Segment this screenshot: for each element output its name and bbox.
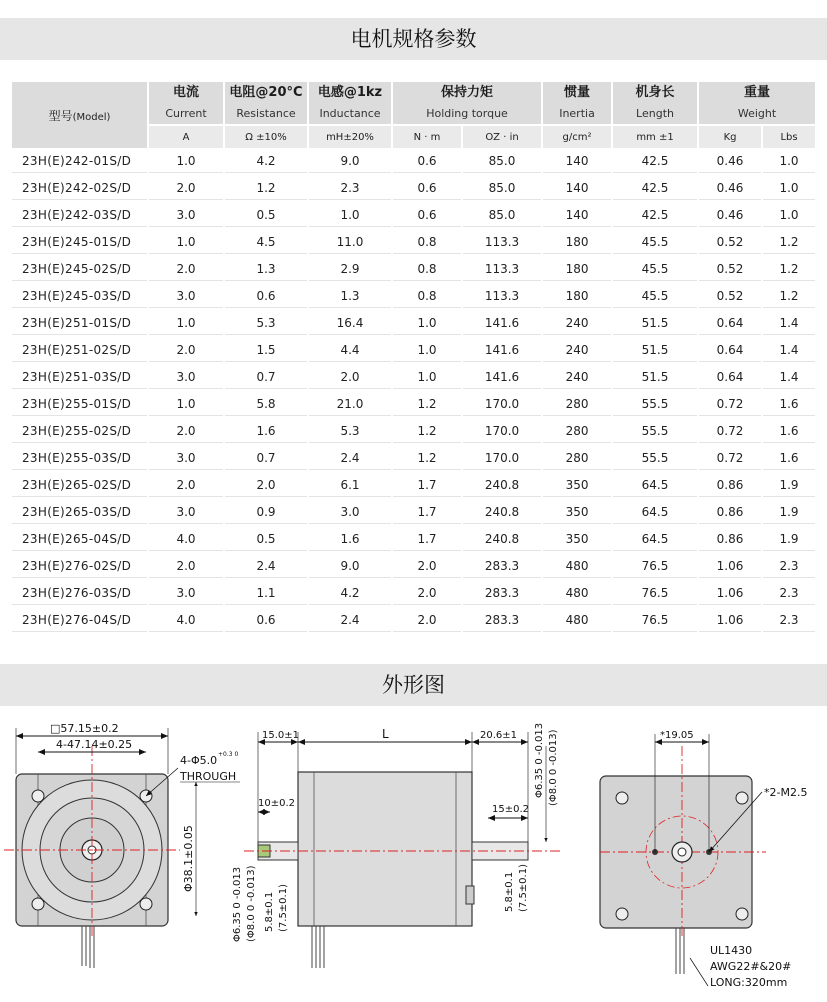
cell-current: 4.0 xyxy=(148,606,224,633)
side-left-shaft-dia-a: Φ6.35 0 -0.013 xyxy=(232,866,243,942)
cell-weight-kg: 1.06 xyxy=(698,579,762,606)
cell-torque-nm: 1.7 xyxy=(392,525,462,552)
cell-weight-kg: 1.06 xyxy=(698,606,762,633)
cell-current: 3.0 xyxy=(148,579,224,606)
cell-current: 1.0 xyxy=(148,390,224,417)
cell-torque-ozin: 170.0 xyxy=(462,390,542,417)
cell-weight-lbs: 2.3 xyxy=(762,579,815,606)
cell-length: 51.5 xyxy=(612,336,698,363)
cell-current: 2.0 xyxy=(148,471,224,498)
table-row xyxy=(12,579,815,606)
cell-torque-ozin: 240.8 xyxy=(462,498,542,525)
cell-resistance: 1.6 xyxy=(224,417,308,444)
cell-inductance: 4.4 xyxy=(308,336,392,363)
header-resistance: 电阻@20°C xyxy=(224,82,308,104)
front-holes-dim: 4-Φ5.0 xyxy=(180,754,218,767)
side-shaft-dia-b: (Φ8.0 0 -0.013) xyxy=(548,729,559,806)
cell-inertia: 140 xyxy=(542,174,612,201)
cell-model: 23H(E)255-02S/D xyxy=(12,417,148,444)
front-view xyxy=(4,722,240,968)
front-hole-spacing-dim: 4-47.14±0.25 xyxy=(56,738,133,751)
cell-torque-ozin: 113.3 xyxy=(462,255,542,282)
side-flange-dim: 15.0±1 xyxy=(262,730,300,741)
cell-torque-ozin: 240.8 xyxy=(462,525,542,552)
rear-thread-dim: *2-M2.5 xyxy=(764,786,808,799)
cell-weight-kg: 0.64 xyxy=(698,336,762,363)
table-row xyxy=(12,390,815,417)
cell-length: 45.5 xyxy=(612,255,698,282)
unit-inertia: g/cm² xyxy=(542,125,612,148)
cell-resistance: 0.6 xyxy=(224,282,308,309)
cell-length: 64.5 xyxy=(612,471,698,498)
cell-length: 55.5 xyxy=(612,444,698,471)
cell-inductance: 2.0 xyxy=(308,363,392,390)
cell-inertia: 480 xyxy=(542,552,612,579)
cell-inductance: 1.6 xyxy=(308,525,392,552)
cell-weight-lbs: 1.9 xyxy=(762,498,815,525)
header-inductance: 电感@1kz xyxy=(308,82,392,104)
unit-torque-ozin: OZ · in xyxy=(462,125,542,148)
cell-inductance: 16.4 xyxy=(308,309,392,336)
cell-model: 23H(E)245-01S/D xyxy=(12,228,148,255)
cell-weight-lbs: 1.4 xyxy=(762,336,815,363)
cell-torque-nm: 2.0 xyxy=(392,552,462,579)
cell-current: 3.0 xyxy=(148,201,224,228)
cell-inertia: 280 xyxy=(542,417,612,444)
side-flat-right-dim: 15±0.2 xyxy=(492,804,530,815)
header-inertia-en: Inertia xyxy=(542,104,612,125)
cell-resistance: 1.2 xyxy=(224,174,308,201)
outline-section-title: 外形图 xyxy=(0,664,827,706)
cell-inductance: 4.2 xyxy=(308,579,392,606)
table-row xyxy=(12,282,815,309)
table-row xyxy=(12,174,815,201)
cell-weight-lbs: 1.6 xyxy=(762,444,815,471)
cell-inductance: 2.3 xyxy=(308,174,392,201)
cell-torque-nm: 1.2 xyxy=(392,390,462,417)
cell-length: 55.5 xyxy=(612,390,698,417)
table-row xyxy=(12,363,815,390)
table-row xyxy=(12,552,815,579)
side-body xyxy=(298,772,472,926)
cell-model: 23H(E)245-03S/D xyxy=(12,282,148,309)
cell-inductance: 1.3 xyxy=(308,282,392,309)
table-row xyxy=(12,498,815,525)
table-row xyxy=(12,417,815,444)
header-model: 型号(Model) xyxy=(12,82,148,148)
cell-weight-kg: 0.52 xyxy=(698,282,762,309)
header-weight: 重量 xyxy=(698,82,815,104)
cell-model: 23H(E)265-02S/D xyxy=(12,471,148,498)
rear-wire-spec-3: LONG:320mm xyxy=(710,976,788,989)
cell-torque-ozin: 85.0 xyxy=(462,148,542,174)
table-row xyxy=(12,471,815,498)
cell-weight-lbs: 1.9 xyxy=(762,525,815,552)
side-view xyxy=(232,723,560,968)
cell-resistance: 0.6 xyxy=(224,606,308,633)
table-row xyxy=(12,336,815,363)
cell-model: 23H(E)255-01S/D xyxy=(12,390,148,417)
cell-resistance: 2.4 xyxy=(224,552,308,579)
cell-model: 23H(E)242-03S/D xyxy=(12,201,148,228)
cell-inductance: 6.1 xyxy=(308,471,392,498)
cell-torque-nm: 2.0 xyxy=(392,606,462,633)
cell-current: 2.0 xyxy=(148,417,224,444)
cell-resistance: 0.5 xyxy=(224,201,308,228)
cell-weight-lbs: 1.6 xyxy=(762,417,815,444)
side-left-shaft-dia-b: (Φ8.0 0 -0.013) xyxy=(246,865,257,942)
rear-view xyxy=(600,730,807,989)
cell-inductance: 3.0 xyxy=(308,498,392,525)
cell-weight-lbs: 1.0 xyxy=(762,148,815,174)
cell-inertia: 180 xyxy=(542,282,612,309)
table-row xyxy=(12,309,815,336)
header-length: 机身长 xyxy=(612,82,698,104)
cell-torque-nm: 1.2 xyxy=(392,417,462,444)
cell-weight-lbs: 2.3 xyxy=(762,606,815,633)
spec-section-title: 电机规格参数 xyxy=(0,18,827,60)
cell-model: 23H(E)251-01S/D xyxy=(12,309,148,336)
cell-inertia: 280 xyxy=(542,390,612,417)
cell-current: 2.0 xyxy=(148,255,224,282)
cell-inductance: 1.0 xyxy=(308,201,392,228)
header-resistance-en: Resistance xyxy=(224,104,308,125)
header-torque: 保持力矩 xyxy=(392,82,542,104)
cell-torque-ozin: 85.0 xyxy=(462,201,542,228)
cell-length: 42.5 xyxy=(612,148,698,174)
cell-resistance: 0.7 xyxy=(224,444,308,471)
cell-model: 23H(E)265-03S/D xyxy=(12,498,148,525)
side-left-flat-a: 5.8±0.1 xyxy=(264,891,275,932)
cell-length: 64.5 xyxy=(612,498,698,525)
cell-torque-nm: 0.6 xyxy=(392,174,462,201)
table-row xyxy=(12,148,815,174)
cell-length: 42.5 xyxy=(612,174,698,201)
cell-inertia: 480 xyxy=(542,606,612,633)
cell-model: 23H(E)276-02S/D xyxy=(12,552,148,579)
cell-weight-lbs: 1.4 xyxy=(762,363,815,390)
rear-wire-spec-1: UL1430 xyxy=(710,944,753,957)
cell-inertia: 350 xyxy=(542,498,612,525)
cell-current: 3.0 xyxy=(148,363,224,390)
unit-inductance: mH±20% xyxy=(308,125,392,148)
cell-inertia: 180 xyxy=(542,228,612,255)
cell-torque-ozin: 283.3 xyxy=(462,606,542,633)
cell-model: 23H(E)245-02S/D xyxy=(12,255,148,282)
cell-torque-nm: 1.7 xyxy=(392,498,462,525)
cell-model: 23H(E)242-02S/D xyxy=(12,174,148,201)
cell-weight-kg: 0.86 xyxy=(698,471,762,498)
unit-torque-nm: N · m xyxy=(392,125,462,148)
cell-current: 3.0 xyxy=(148,282,224,309)
cell-torque-ozin: 240.8 xyxy=(462,471,542,498)
cell-weight-kg: 0.72 xyxy=(698,444,762,471)
cell-resistance: 0.7 xyxy=(224,363,308,390)
header-current: 电流 xyxy=(148,82,224,104)
cell-weight-kg: 0.52 xyxy=(698,228,762,255)
cell-torque-ozin: 283.3 xyxy=(462,552,542,579)
cell-inertia: 280 xyxy=(542,444,612,471)
header-inertia: 惯量 xyxy=(542,82,612,104)
cell-inductance: 2.4 xyxy=(308,444,392,471)
cell-torque-nm: 1.0 xyxy=(392,363,462,390)
cell-resistance: 2.0 xyxy=(224,471,308,498)
cell-inertia: 180 xyxy=(542,255,612,282)
cell-weight-kg: 0.86 xyxy=(698,498,762,525)
cell-resistance: 4.5 xyxy=(224,228,308,255)
cell-current: 2.0 xyxy=(148,552,224,579)
cell-torque-ozin: 141.6 xyxy=(462,309,542,336)
cell-inductance: 5.3 xyxy=(308,417,392,444)
cell-length: 45.5 xyxy=(612,282,698,309)
cell-weight-kg: 0.86 xyxy=(698,525,762,552)
cell-model: 23H(E)242-01S/D xyxy=(12,148,148,174)
cell-torque-ozin: 141.6 xyxy=(462,363,542,390)
cell-weight-lbs: 1.6 xyxy=(762,390,815,417)
cell-torque-ozin: 283.3 xyxy=(462,579,542,606)
cell-current: 1.0 xyxy=(148,148,224,174)
cell-current: 3.0 xyxy=(148,498,224,525)
side-left-flat-b: (7.5±0.1) xyxy=(278,884,289,932)
table-row xyxy=(12,525,815,552)
cell-length: 76.5 xyxy=(612,606,698,633)
cell-torque-nm: 1.2 xyxy=(392,444,462,471)
cell-inertia: 350 xyxy=(542,471,612,498)
cell-torque-ozin: 170.0 xyxy=(462,444,542,471)
cell-length: 76.5 xyxy=(612,579,698,606)
cell-weight-lbs: 1.4 xyxy=(762,309,815,336)
cell-weight-lbs: 2.3 xyxy=(762,552,815,579)
cell-resistance: 1.1 xyxy=(224,579,308,606)
cell-torque-nm: 2.0 xyxy=(392,579,462,606)
unit-weight-lbs: Lbs xyxy=(762,125,815,148)
rear-wire-spec-2: AWG22#&20# xyxy=(710,960,792,973)
cell-length: 55.5 xyxy=(612,417,698,444)
cell-weight-kg: 0.52 xyxy=(698,255,762,282)
table-row xyxy=(12,228,815,255)
cell-inductance: 2.9 xyxy=(308,255,392,282)
cell-weight-kg: 0.72 xyxy=(698,390,762,417)
cell-current: 3.0 xyxy=(148,444,224,471)
cell-weight-lbs: 1.2 xyxy=(762,282,815,309)
cell-weight-lbs: 1.0 xyxy=(762,174,815,201)
cell-inductance: 11.0 xyxy=(308,228,392,255)
spec-table-body xyxy=(12,148,815,633)
cell-weight-kg: 0.46 xyxy=(698,148,762,174)
cell-weight-kg: 1.06 xyxy=(698,552,762,579)
cell-weight-kg: 0.72 xyxy=(698,417,762,444)
front-pilot-dim: Φ38.1±0.05 xyxy=(182,825,195,892)
cell-length: 76.5 xyxy=(612,552,698,579)
cell-current: 2.0 xyxy=(148,336,224,363)
cell-inductance: 2.4 xyxy=(308,606,392,633)
table-row xyxy=(12,255,815,282)
cell-inertia: 140 xyxy=(542,201,612,228)
cell-inertia: 140 xyxy=(542,148,612,174)
front-through-label: THROUGH xyxy=(180,770,237,783)
table-row xyxy=(12,606,815,633)
cell-resistance: 0.5 xyxy=(224,525,308,552)
table-row xyxy=(12,201,815,228)
side-flat-a: 5.8±0.1 xyxy=(504,871,515,912)
cell-torque-ozin: 113.3 xyxy=(462,228,542,255)
cell-inertia: 350 xyxy=(542,525,612,552)
cell-model: 23H(E)251-02S/D xyxy=(12,336,148,363)
side-flat-left-dim: 10±0.2 xyxy=(258,798,296,809)
cell-torque-nm: 1.0 xyxy=(392,309,462,336)
cell-inertia: 480 xyxy=(542,579,612,606)
cell-resistance: 1.5 xyxy=(224,336,308,363)
cell-inductance: 9.0 xyxy=(308,552,392,579)
header-torque-en: Holding torque xyxy=(392,104,542,125)
spec-table xyxy=(12,82,815,634)
cell-weight-lbs: 1.0 xyxy=(762,201,815,228)
front-holes-tol: +0.3 0 xyxy=(218,751,239,758)
table-row xyxy=(12,444,815,471)
cell-torque-nm: 0.6 xyxy=(392,201,462,228)
cell-inductance: 9.0 xyxy=(308,148,392,174)
cell-model: 23H(E)251-03S/D xyxy=(12,363,148,390)
cell-torque-nm: 0.6 xyxy=(392,148,462,174)
cell-weight-kg: 0.64 xyxy=(698,363,762,390)
unit-weight-kg: Kg xyxy=(698,125,762,148)
unit-length: mm ±1 xyxy=(612,125,698,148)
cell-resistance: 5.8 xyxy=(224,390,308,417)
cell-length: 64.5 xyxy=(612,525,698,552)
cell-torque-nm: 1.0 xyxy=(392,336,462,363)
side-shaft-dia-a: Φ6.35 0 -0.013 xyxy=(534,722,545,798)
cell-torque-ozin: 170.0 xyxy=(462,417,542,444)
cell-resistance: 0.9 xyxy=(224,498,308,525)
header-inductance-en: Inductance xyxy=(308,104,392,125)
cell-inertia: 240 xyxy=(542,363,612,390)
cell-model: 23H(E)255-03S/D xyxy=(12,444,148,471)
front-square-dim: □57.15±0.2 xyxy=(50,722,119,735)
cell-current: 1.0 xyxy=(148,228,224,255)
header-length-en: Length xyxy=(612,104,698,125)
side-length-dim: L xyxy=(382,727,389,741)
cell-weight-kg: 0.46 xyxy=(698,174,762,201)
cell-inertia: 240 xyxy=(542,336,612,363)
cell-length: 42.5 xyxy=(612,201,698,228)
unit-current: A xyxy=(148,125,224,148)
cell-model: 23H(E)265-04S/D xyxy=(12,525,148,552)
cell-weight-kg: 0.64 xyxy=(698,309,762,336)
cell-resistance: 4.2 xyxy=(224,148,308,174)
header-current-en: Current xyxy=(148,104,224,125)
cell-weight-lbs: 1.9 xyxy=(762,471,815,498)
cell-torque-ozin: 85.0 xyxy=(462,174,542,201)
cell-torque-nm: 0.8 xyxy=(392,228,462,255)
cell-resistance: 1.3 xyxy=(224,255,308,282)
cell-length: 51.5 xyxy=(612,309,698,336)
cell-weight-lbs: 1.2 xyxy=(762,228,815,255)
cell-weight-lbs: 1.2 xyxy=(762,255,815,282)
cell-resistance: 5.3 xyxy=(224,309,308,336)
cell-torque-ozin: 141.6 xyxy=(462,336,542,363)
cell-model: 23H(E)276-03S/D xyxy=(12,579,148,606)
cell-current: 4.0 xyxy=(148,525,224,552)
cell-inductance: 21.0 xyxy=(308,390,392,417)
side-flat-b: (7.5±0.1) xyxy=(518,864,529,912)
cell-torque-nm: 0.8 xyxy=(392,282,462,309)
cell-length: 45.5 xyxy=(612,228,698,255)
outline-drawing xyxy=(0,706,827,1002)
cell-model: 23H(E)276-04S/D xyxy=(12,606,148,633)
cell-current: 1.0 xyxy=(148,309,224,336)
cell-weight-kg: 0.46 xyxy=(698,201,762,228)
cell-torque-ozin: 113.3 xyxy=(462,282,542,309)
side-shaft-length-dim: 20.6±1 xyxy=(480,730,518,741)
header-weight-en: Weight xyxy=(698,104,815,125)
cell-current: 2.0 xyxy=(148,174,224,201)
cell-length: 51.5 xyxy=(612,363,698,390)
rear-offset-dim: *19.05 xyxy=(660,730,694,741)
cell-torque-nm: 1.7 xyxy=(392,471,462,498)
unit-resistance: Ω ±10% xyxy=(224,125,308,148)
cell-inertia: 240 xyxy=(542,309,612,336)
cell-torque-nm: 0.8 xyxy=(392,255,462,282)
